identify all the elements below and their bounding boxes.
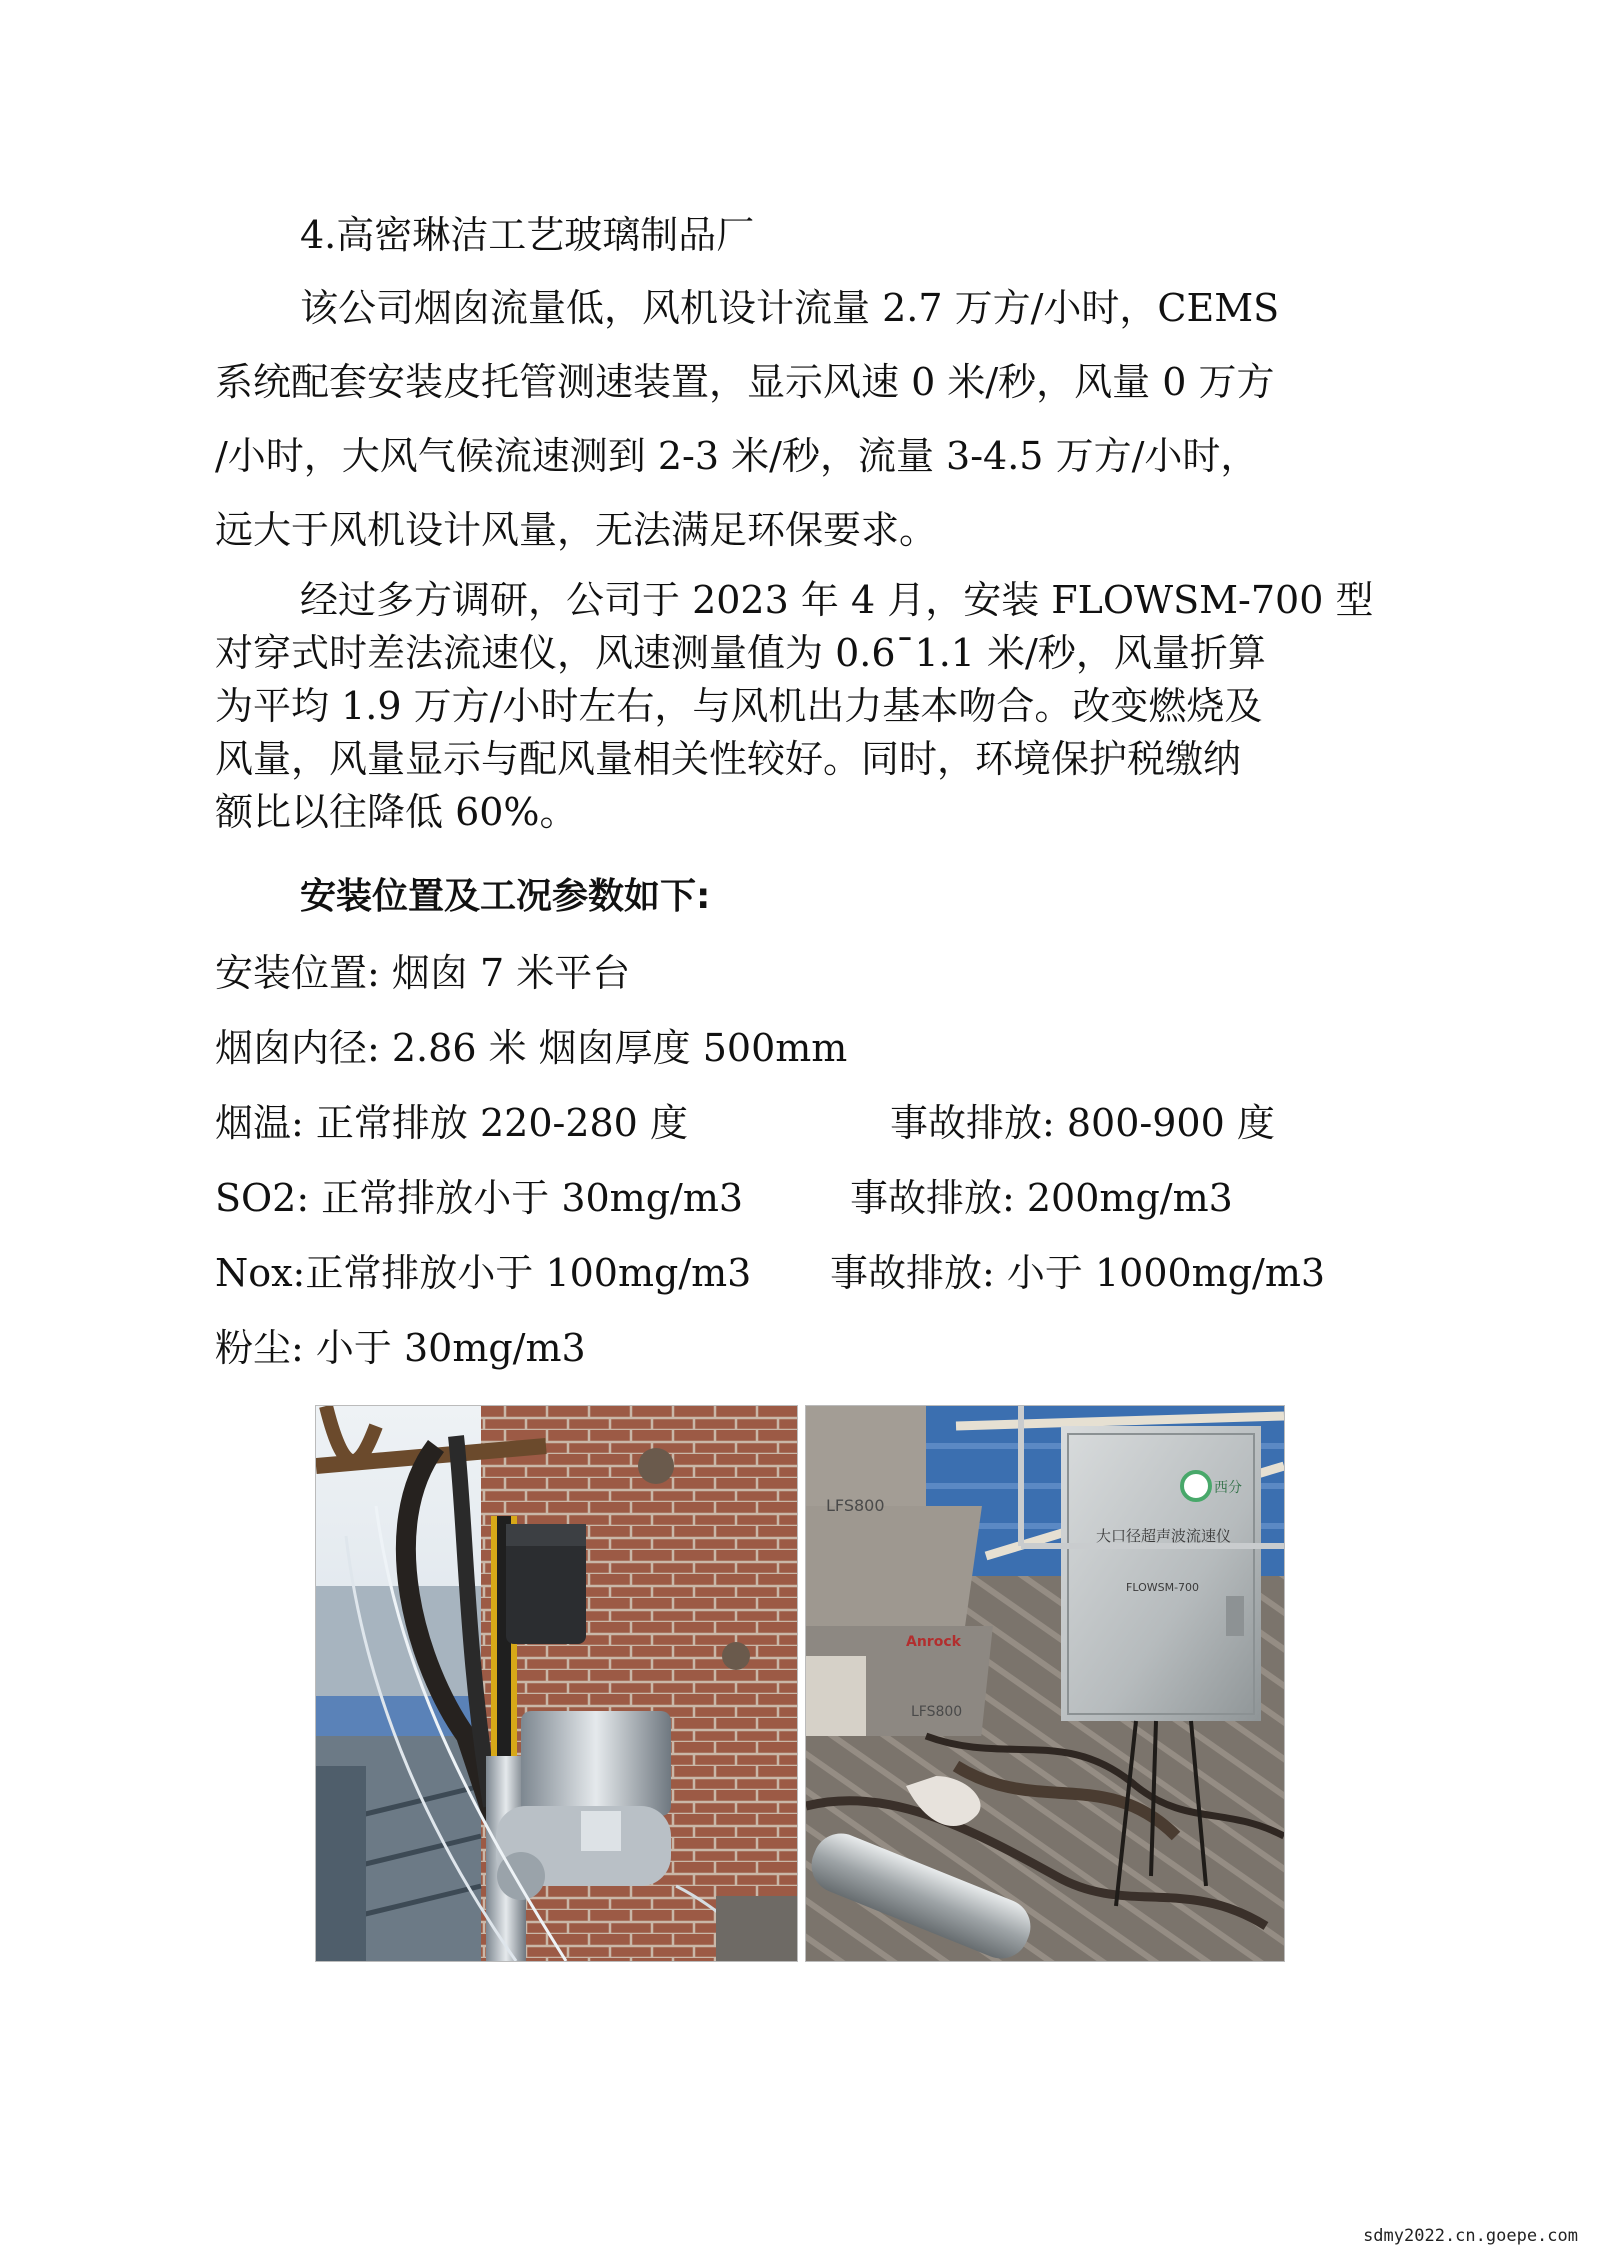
cabinet-logo-text: 西分 xyxy=(1214,1480,1242,1496)
analyzer-label-bottom: LFS800 xyxy=(911,1704,963,1720)
param-temp-accident: 事故排放: 800-900 度 xyxy=(890,1101,1275,1145)
param-nox-normal: Nox:正常排放小于 100mg/m3 xyxy=(215,1251,752,1295)
footer-url: sdmy2022.cn.goepe.com xyxy=(1363,2226,1578,2246)
paragraph2-line-4: 风量，风量显示与配风量相关性较好。同时，环境保护税缴纳 xyxy=(215,737,1242,781)
paragraph1-line-1: 该公司烟囱流量低，风机设计流量 2.7 万方/小时，CEMS xyxy=(300,286,1280,330)
blower-photo-illustration xyxy=(316,1406,797,1961)
param-temp-normal: 烟温: 正常排放 220-280 度 xyxy=(215,1101,688,1145)
paragraph1-line-4: 远大于风机设计风量，无法满足环保要求。 xyxy=(215,508,938,552)
paragraph2-line-1: 经过多方调研，公司于 2023 年 4 月，安装 FLOWSM-700 型 xyxy=(300,578,1374,622)
param-so2-normal: SO2: 正常排放小于 30mg/m3 xyxy=(215,1176,744,1220)
section-title: 4.高密琳洁工艺玻璃制品厂 xyxy=(300,213,755,257)
paragraph1-line-2: 系统配套安装皮托管测速装置，显示风速 0 米/秒，风量 0 万方 xyxy=(215,360,1275,404)
cabinet-title-text: 大口径超声波流速仪 xyxy=(1096,1527,1232,1545)
param-nox-accident: 事故排放: 小于 1000mg/m3 xyxy=(830,1251,1326,1295)
paragraph1-line-3: /小时，大风气候流速测到 2-3 米/秒，流量 3-4.5 万方/小时， xyxy=(215,434,1259,478)
paragraph2-line-2: 对穿式时差法流速仪，风速测量值为 0.6¯1.1 米/秒，风量折算 xyxy=(215,631,1266,675)
param-location: 安装位置: 烟囱 7 米平台 xyxy=(215,951,631,995)
cabinet-photo-illustration xyxy=(806,1406,1284,1961)
paragraph2-line-5: 额比以往降低 60%。 xyxy=(215,790,578,834)
photo-flowmeter-cabinet xyxy=(805,1405,1285,1962)
photo-blower-installation xyxy=(315,1405,798,1962)
paragraph2-line-3: 为平均 1.9 万方/小时左右，与风机出力基本吻合。改变燃烧及 xyxy=(215,684,1263,728)
analyzer-label-top: LFS800 xyxy=(826,1496,885,1515)
params-heading: 安装位置及工况参数如下: xyxy=(300,876,711,917)
param-dust: 粉尘: 小于 30mg/m3 xyxy=(215,1326,586,1370)
param-so2-accident: 事故排放: 200mg/m3 xyxy=(850,1176,1233,1220)
analyzer-brand-label: Anrock xyxy=(906,1634,961,1650)
param-diameter: 烟囱内径: 2.86 米 烟囱厚度 500mm xyxy=(215,1026,848,1070)
cabinet-model-text: FLOWSM-700 xyxy=(1126,1581,1200,1594)
